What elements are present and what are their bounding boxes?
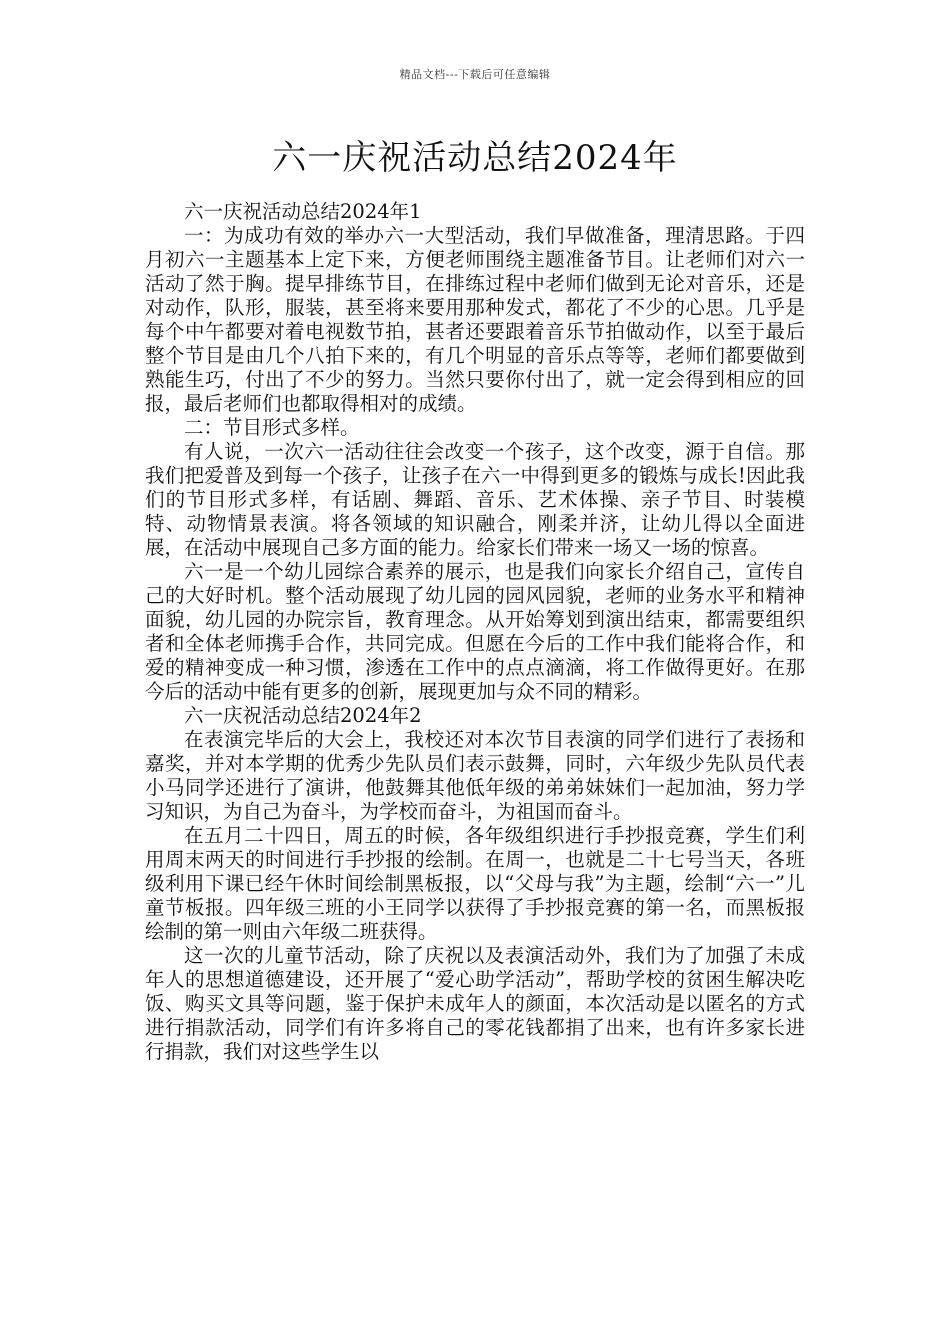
paragraph-heading: 二：节目形式多样。 — [184, 416, 360, 439]
paragraph: 在表演完毕后的大会上，我校还对本次节目表演的同学们进行了表扬和嘉奖，并对本学期的优秀少先队员们表示鼓舞，同时，六年级少先队员代表小马同学还进行了演讲，他鼓舞其他低年级的弟弟妹妹们一起加油，努力学习知识，为自己为奋斗，为学校而奋斗，为祖国而奋斗。 — [145, 728, 805, 823]
paragraph: 这一次的儿童节活动，除了庆祝以及表演活动外，我们为了加强了未成年人的思想道德建设，还开展了“爱心助学活动”，帮助学校的贫困生解决吃饭、购买文具等问题，鉴于保护未成年人的颜面，本次活动是以匿名的方式进行捐款活动，同学们有许多将自己的零花钱都捐了出来，也有许多家长进行捐款，我们对这些学生以 — [145, 944, 805, 1063]
paragraph: 在五月二十四日，周五的时候，各年级组织进行手抄报竞赛，学生们利用周末两天的时间进行手抄报的绘制。在周一，也就是二十七号当天，各班级利用下课已经午休时间绘制黑板报，以“父母与我”为主题，绘制“六一”儿童节板报。四年级三班的小王同学以获得了手抄报竞赛的第一名，而黑板报绘制的第一则由六年级二班获得。 — [145, 824, 805, 943]
document-body — [145, 200, 805, 1064]
paragraph: 有人说，一次六一活动往往会改变一个孩子，这个改变，源于自信。那我们把爱普及到每一个孩子，让孩子在六一中得到更多的锻炼与成长!因此我们的节目形式多样，有话剧、舞蹈、音乐、艺术体操、亲子节目、时装模特、动物情景表演。将各领域的知识融合，刚柔并济，让幼儿得以全面进展，在活动中展现自己多方面的能力。给家长们带来一场又一场的惊喜。 — [145, 440, 805, 559]
section-heading-1: 六一庆祝活动总结2024年1 — [184, 200, 422, 223]
section-heading-2: 六一庆祝活动总结2024年2 — [184, 704, 422, 727]
paragraph: 一：为成功有效的举办六一大型活动，我们早做准备，理清思路。于四月初六一主题基本上定下来，方便老师围绕主题准备节目。让老师们对六一活动了然于胸。提早排练节目，在排练过程中老师们做到无论对音乐，还是对动作，队形，服装，甚至将来要用那种发式，都花了不少的心思。几乎是每个中午都要对着电视数节拍，甚者还要跟着音乐节拍做动作，以至于最后整个节目是由几个八拍下来的，有几个明显的音乐点等等，老师们都要做到熟能生巧，付出了不少的努力。当然只要你付出了，就一定会得到相应的回报，最后老师们也都取得相对的成绩。 — [145, 224, 805, 415]
paragraph: 六一是一个幼儿园综合素养的展示，也是我们向家长介绍自己，宣传自己的大好时机。整个活动展现了幼儿园的园风园貌，老师的业务水平和精神面貌，幼儿园的办院宗旨，教育理念。从开始筹划到演出结束，都需要组织者和全体老师携手合作，共同完成。但愿在今后的工作中我们能将合作，和爱的精神变成一种习惯，渗透在工作中的点点滴滴，将工作做得更好。在那今后的活动中能有更多的创新，展现更加与众不同的精彩。 — [145, 560, 805, 703]
document-title: 六一庆祝活动总结2024年 — [272, 138, 678, 178]
header-note: 精品文档---下载后可任意编辑 — [399, 68, 551, 81]
